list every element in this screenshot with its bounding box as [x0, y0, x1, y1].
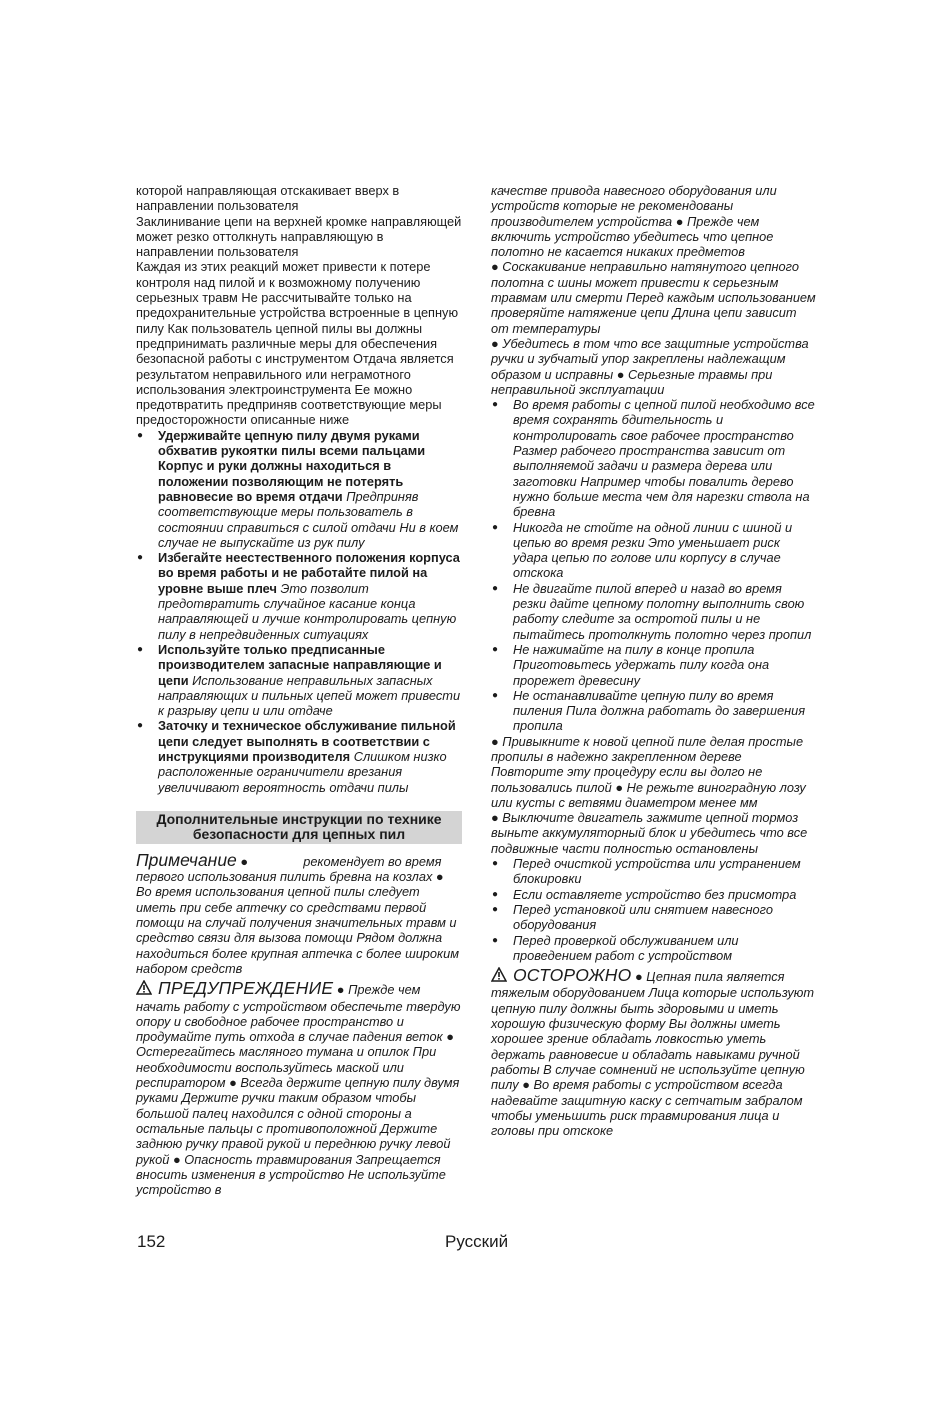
bullet-dot: ● — [675, 213, 684, 229]
note-label: Примечание — [136, 849, 237, 870]
intro-paragraph-3: Каждая из этих реакций может привести к потере контроля над пилой и к возможному получению серьезных травм Не рассчитывайте только на предохранительные устройства встроенные в цепную пилу Как пользователь цепной пилы вы должны предпринимать различные меры для обеспечения безопасной работы с инструментом Отдача является результатом неправильного или неграмотного использования электроинструмента Ее можно предотвратить предприняв соответствующие меры предосторожности описанные ниже — [136, 259, 459, 428]
paragraph-text: Не режьте виноградную лозу или кусты с ветвями диаметром менее мм — [491, 779, 806, 810]
list-item: ● Не нажимайте на пилу в конце пропила Приготовьтесь удержать пилу когда она прорежет древесину — [491, 642, 817, 688]
bullet-dot: ● — [522, 1077, 530, 1093]
bullet-dot: ● — [634, 969, 643, 985]
list-item: ● Если оставляете устройство без присмотра — [491, 887, 817, 902]
language-label: Русский — [445, 1232, 509, 1251]
bullet-bold-text: Избегайте неестественного положения корпуса во время работы и не работайте пилой на уровне выше плеч — [158, 550, 460, 596]
note-text-2: Во время использования цепной пилы следует иметь при себе аптечку со средствами первой помощи на случай получения значительных травм и средство связи для вызова помощи Рядом должна находиться более крупная аптечка с более широким набором средств — [136, 884, 459, 976]
paragraph-text: Соскакивание неправильно натянутого цепного полотна с шины может привести к серьезным травмам или смерти Перед каждым использованием проверяйте натяжение цепи Длина цепи зависит от температуры — [491, 259, 816, 336]
bullet-dot: ● — [229, 1075, 237, 1091]
paragraph — [491, 810, 817, 856]
list-item: ● Во время работы с цепной пилой необходимо все время сохранять бдительность и контролировать свое рабочее пространство Размер рабочего пространства зависит от выполняемой задачи и размера дерева или заготовки Например чтобы повалить дерево нужно больше места чем для нарезки ствола на бревна — [491, 397, 817, 519]
bullet-dot: ● — [446, 1029, 454, 1045]
bullet-dot: ● — [616, 366, 625, 382]
bullet-bold-text: Заточку и техническое обслуживание пильной цепи следует выполнять в соответствии с инструкциями производителя — [158, 718, 456, 764]
right-column — [491, 183, 817, 1138]
bullet-dot: ● — [240, 853, 249, 869]
bullet-dot: ● — [615, 779, 624, 795]
section-heading: Дополнительные инструкции по технике безопасности для цепных пил — [136, 811, 462, 844]
bullet-dot: ● — [172, 1151, 181, 1167]
paragraph — [491, 734, 817, 810]
caution-text: Цепная пила является тяжелым оборудованием Лица которые используют цепную пилу должны быть здоровыми и иметь хорошую физическую форму Вы должны иметь хорошее зрение обладать ловкостью уметь держать равновесие и обладать навыками ручной работы В случае сомнений не используйте цепную пилу — [491, 969, 815, 1093]
bullet-dot: ● — [491, 733, 499, 749]
warning-text-3: Всегда держите цепную пилу двумя руками Держите ручки таким образом чтобы большой палец находился с одной стороны а остальные пальцы с противоположной Держите заднюю ручку правой рукой и переднюю ручку левой рукой — [136, 1075, 460, 1167]
list-item: ● Перед очисткой устройства или устранением блокировки — [491, 856, 817, 887]
bullet-bold-text: Удерживайте цепную пилу двумя руками обхватив рукоятки пилы всеми пальцами Корпус и руки должны находиться в положении позволяющим не потерять равновесие во время отдачи — [158, 427, 426, 504]
list-item: ● Никогда не стойте на одной линии с шиной и цепью во время резки Это уменьшает риск удара цепью по голове или корпусу в случае отскока — [491, 520, 817, 581]
kickback-safety-list — [136, 428, 462, 795]
bullet-italic-text: Предприняв соответствующие меры пользователь в состоянии справиться с силой отдачи Ни в коем случае не выпускайте из рук пилу — [158, 488, 459, 550]
list-item — [136, 718, 462, 794]
intro-paragraph-1: которой направляющая отскакивает вверх в направлении пользователя — [136, 183, 400, 214]
bullet-italic-text: Использование неправильных запасных направляющих и пильных цепей может привести к разрыву цепи и или отдаче — [158, 672, 461, 719]
bullet-dot: ● — [491, 335, 499, 351]
page-number: 152 — [137, 1232, 166, 1251]
list-item — [136, 428, 462, 550]
paragraph-text: Серьезные травмы при неправильной эксплуатации — [491, 366, 773, 397]
intro-paragraph-2: Заклинивание цепи на верхней кромке направляющей может резко оттолкнуть направляющую в направлении пользователя — [136, 213, 462, 260]
paragraph — [491, 183, 817, 259]
warning-text: Прежде чем начать работу с устройством обеспечьте твердую опору и свободное рабочее пространство и продумайте путь отхода в случае падения веток — [136, 982, 461, 1045]
bullet-dot: ● — [491, 810, 499, 826]
bullet-bold-text: Используйте только предписанные производителем запасные направляющие и цепи — [158, 641, 442, 688]
caution-paragraph — [491, 967, 817, 1138]
cutting-safety-list — [491, 397, 817, 734]
list-item — [136, 642, 462, 718]
warning-text-4: Опасность травмирования Запрещается вносить изменения в устройство Не используйте устройство в — [136, 1151, 446, 1198]
paragraph-text: качестве привода навесного оборудования или устройств которые не рекомендованы производителем устройства — [491, 183, 777, 229]
warning-triangle-icon — [491, 967, 507, 985]
caution-label: ОСТОРОЖНО — [513, 965, 632, 986]
warning-label: ПРЕДУПРЕЖДЕНИЕ — [158, 978, 334, 999]
paragraph — [491, 336, 817, 397]
warning-paragraph — [136, 980, 462, 1197]
shutdown-conditions-list — [491, 856, 817, 963]
list-item: ● Перед установкой или снятием навесного оборудования — [491, 902, 817, 933]
paragraph-text: Привыкните к новой цепной пиле делая простые пропилы в надежно закрепленном дереве Повторите эту процедуру если вы долго не пользовались пилой — [491, 733, 804, 795]
list-item: ● Перед проверкой обслуживанием или проведением работ с устройством — [491, 933, 817, 964]
caution-text-2: Во время работы с устройством всегда надевайте защитную каску с сетчатым забралом чтобы уменьшить риск травмирования лица и головы при отскоке — [491, 1077, 803, 1139]
note-paragraph — [136, 849, 462, 976]
list-item: ● Не двигайте пилой вперед и назад во время резки дайте цепному полотну выполнить свою работу следите за остротой пилы и не пытайтесь протолкнуть полотно через пропил — [491, 581, 817, 642]
warning-triangle-icon — [136, 980, 152, 998]
bullet-dot: ● — [491, 259, 499, 275]
paragraph-text: Прежде чем включить устройство убедитесь что цепное полотно не касается никаких предметов — [491, 213, 774, 260]
warning-text-2: Остерегайтесь масляного тумана и опилок При необходимости воспользуйтесь маской или респиратором — [136, 1044, 437, 1091]
bullet-dot: ● — [336, 982, 345, 998]
paragraph — [491, 259, 817, 335]
list-item — [136, 550, 462, 642]
bullet-italic-text: Слишком низко расположенные ограничители врезания увеличивают вероятность отдачи пилы — [158, 748, 447, 795]
paragraph-text: Выключите двигатель зажмите цепной тормоз выньте аккумуляторный блок и убедитесь что все подвижные части полностью остановлены — [491, 810, 808, 856]
left-column — [136, 183, 462, 1197]
note-text: рекомендует во время первого использования пилить бревна на козлах — [136, 853, 442, 885]
bullet-italic-text: Это позволит предотвратить случайное касание конца направляющей и лучше контролировать цепную пилу в непредвиденных ситуациях — [158, 580, 457, 642]
bullet-dot: ● — [435, 869, 444, 885]
list-item: ● Не останавливайте цепную пилу во время пиления Пила должна работать до завершения пропила — [491, 688, 817, 734]
paragraph-text: Убедитесь в том что все защитные устройства ручки и зубчатый упор закреплены надлежащим образом и исправны — [491, 335, 809, 382]
